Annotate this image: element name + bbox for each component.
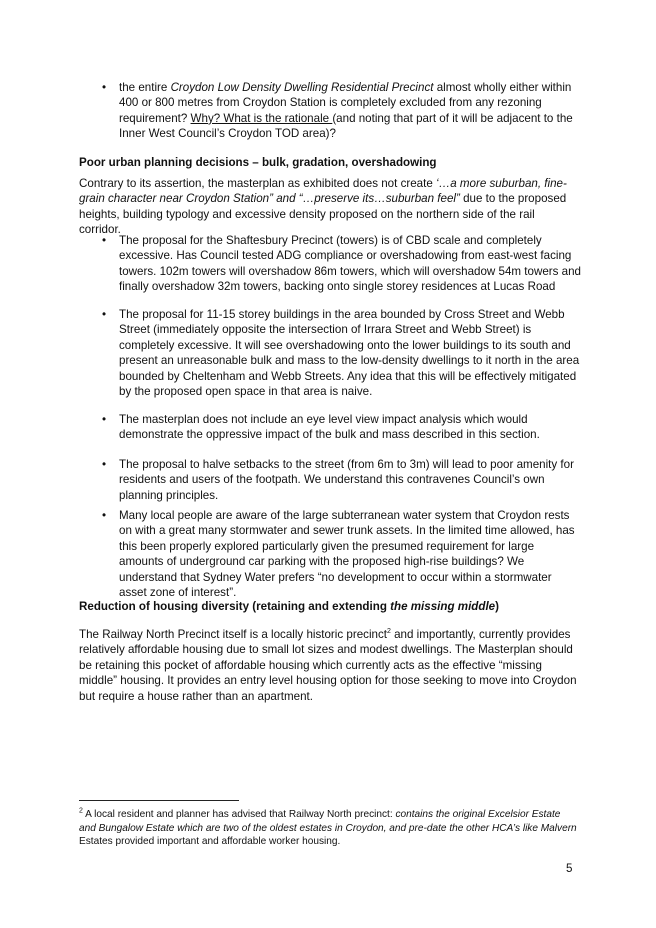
- footnote: $^2$ A local resident and planner has advised that Railway North precinct: contains the original Excelsior Estate and Bungalow Estate which are two of the oldest estates in Croydon, and pre-date the other HCA’s like Malvern Estates provided important and affordable worker housing.: [79, 807, 577, 848]
- footnote-divider: [79, 800, 239, 801]
- bullet-marker: •: [101, 509, 107, 522]
- list-item: • The proposal to halve setbacks to the street (from 6m to 3m) will lead to poor amenity for residents and users of the footpath. We understand this contravenes Council’s own planning principles.: [119, 457, 581, 503]
- bullet-marker: •: [101, 308, 107, 321]
- list-item: • Many local people are aware of the large subterranean water system that Croydon rests on with a great many stormwater and sewer trunk assets. In the limited time allowed, has this been properly explored particularly given the presumed requirement for large amounts of underground car parking with the proposed high-rise buildings? We understand that Sydney Water prefers “no development to occur within a stormwater asset zone of interest”.: [119, 508, 581, 600]
- bullet-marker: •: [101, 81, 107, 94]
- section-heading-urban-planning: Poor urban planning decisions – bulk, gradation, overshadowing: [79, 156, 437, 169]
- footnote-ref: 2: [386, 628, 391, 636]
- section-heading-housing-diversity: Reduction of housing diversity (retaining and extending the missing middle): [79, 600, 500, 613]
- list-item: • the entire Croydon Low Density Dwelling Residential Precinct almost wholly either within 400 or 800 metres from Croydon Station is completely excluded from any rezoning requirement? Why? What is the rationale (and noting that part of it will be adjacent to the Inner West Council’s Croydon TOD area)?: [119, 80, 581, 142]
- paragraph-masterplan: Contrary to its assertion, the masterplan as exhibited does not create ‘…a more suburban, fine-grain character near Croydon Station” and “…preserve its…suburban feel” due to the proposed heights, building typology and excessive density proposed on the northern side of the rail corridor.: [79, 177, 567, 237]
- underlined-question: Why? What is the rationale: [190, 111, 333, 125]
- bullet-marker: •: [101, 413, 107, 426]
- list-item: • The proposal for 11-15 storey buildings in the area bounded by Cross Street and Webb Street (immediately opposite the intersection of Irrara Street and Webb Street) is completely excessive. It will see overshadowing onto the lower buildings to its south and present an unreasonable bulk and mass to the low-density dwellings to it north in the area bounded by Cheltenham and Webb Streets. Any idea that this will be effectively mitigated by the proposed open space in that area is naive.: [119, 307, 581, 399]
- footnote-number: 2: [79, 807, 83, 815]
- list-item: • The masterplan does not include an eye level view impact analysis which would demonstrate the oppressive impact of the bulk and mass described in this section.: [119, 412, 581, 443]
- precinct-name: Croydon Low Density Dwelling Residential Precinct: [170, 81, 434, 94]
- quoted-text: ‘…a more suburban, fine-grain character near Croydon Station” and “…preserve its…suburban feel”: [79, 177, 567, 206]
- bullet-marker: •: [101, 458, 107, 471]
- page-number: 5: [566, 862, 573, 875]
- bullet-marker: •: [101, 234, 107, 247]
- list-item: • The proposal for the Shaftesbury Precinct (towers) is of CBD scale and completely excessive. Has Council tested ADG compliance or overshadowing from east-west facing towers. 102m towers will overshadow 86m towers, which will overshadow 54m towers and finally overshadow 32m towers, backing onto single storey residences at Lucas Road: [119, 233, 581, 295]
- paragraph-railway-north: The Railway North Precinct itself is a locally historic precinct$^2$ and importantly, currently provides relatively affordable housing due to small lot sizes and modest dwellings. The Masterplan should be retaining this pocket of affordable housing which currently acts as the effective “missing middle” housing. It provides an entry level housing option for those seeking to move into Croydon but require a house rather than an apartment.: [79, 628, 577, 703]
